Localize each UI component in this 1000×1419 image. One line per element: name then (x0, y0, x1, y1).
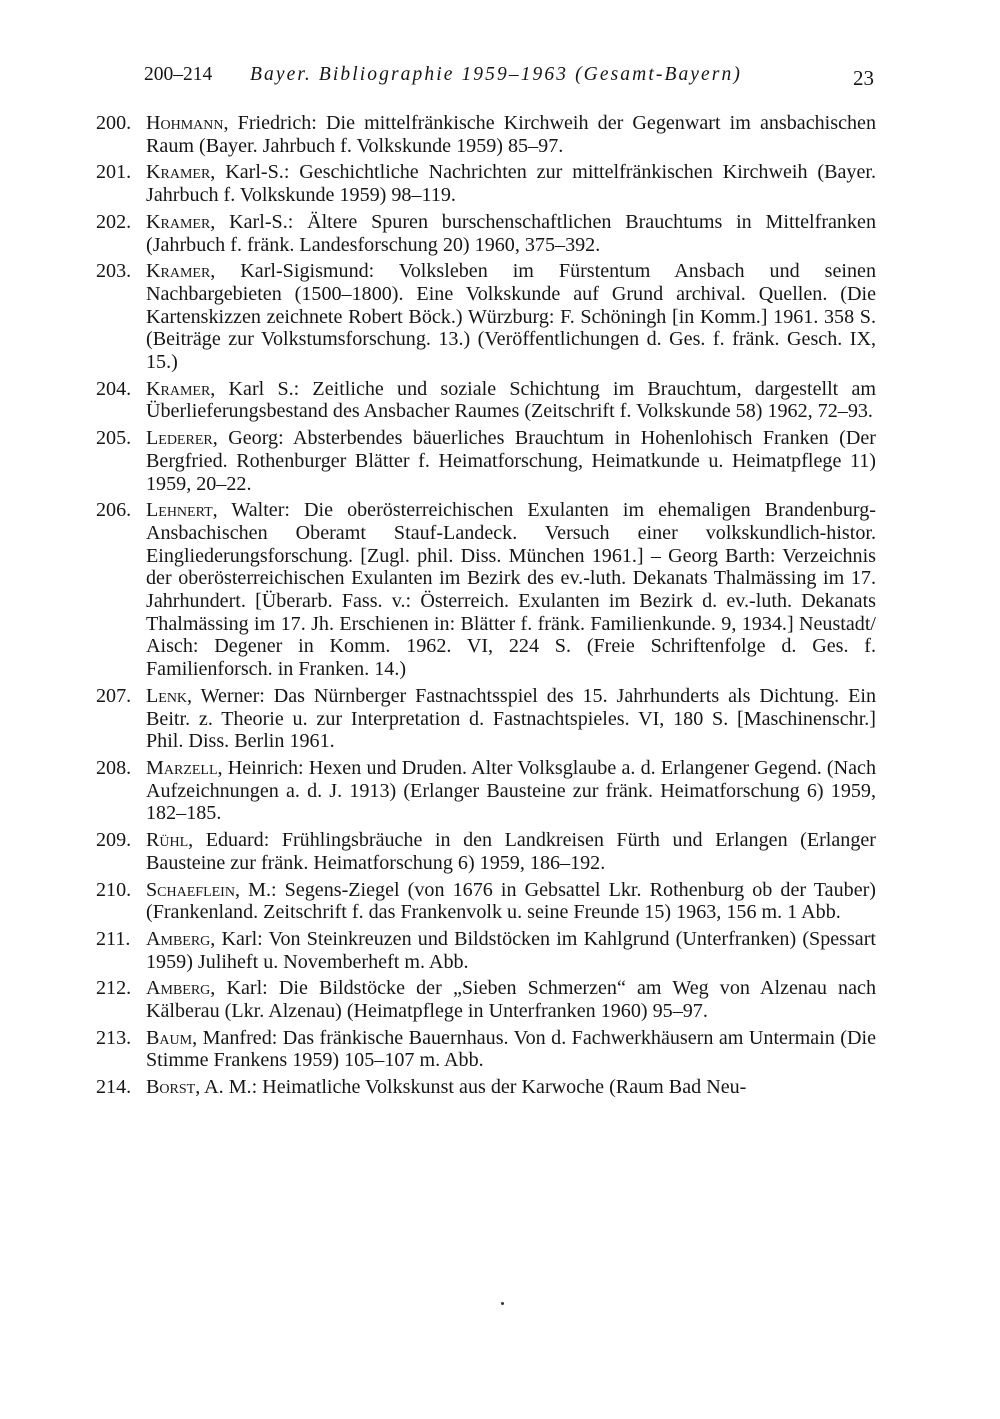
bibliography-entry (96, 757, 876, 825)
entry-text: Karl-S.: Geschichtliche Nachrichten zur mittelfränkischen Kirchweih (Bayer. Jahrbuch f. Volkskunde 1959) 98–119. (146, 161, 876, 207)
entry-text: A. M.: Heimatliche Volkskunst aus der Karwoche (Raum Bad Neu- (200, 1076, 747, 1099)
entry-number: 214. (96, 1076, 132, 1099)
entry-text: Eduard: Frühlingsbräuche in den Landkreisen Fürth und Erlangen (Erlanger Bausteine zur fränk. Heimatforschung 6) 1959, 186–192. (146, 829, 876, 874)
entry-number: 208. (96, 756, 132, 779)
entry-author: Schaeflein, (146, 878, 240, 901)
entry-number: 210. (96, 878, 132, 901)
running-head (144, 62, 874, 92)
entry-author: Kramer, (146, 210, 216, 233)
bibliography-entry (96, 879, 876, 924)
entry-text: Karl-S.: Ältere Spuren burschenschaftlichen Brauchtums in Mittelfranken (Jahrbuch f. fränk. Landesforschung 20) 1960, 375–392. (146, 210, 876, 256)
entry-number: 205. (96, 427, 132, 450)
entry-author: Lederer, (146, 427, 218, 450)
bibliography-entry (96, 260, 876, 374)
entry-number: 203. (96, 260, 132, 283)
entry-text: Karl S.: Zeitliche und soziale Schichtung im Brauchtum, dargestellt am Überlieferungsbestand des Ansbacher Raumes (Zeitschrift f. Volkskunde 58) 1962, 72–93. (146, 377, 876, 423)
entry-author: Hohmann, (146, 112, 229, 134)
entry-text: Friedrich: Die mittelfränkische Kirchweih der Gegenwart im ansbachischen Raum (Bayer. Jahrbuch f. Volkskunde 1959) 85–97. (146, 112, 876, 157)
entry-author: Kramer, (146, 260, 216, 283)
entry-author: Lenk, (146, 684, 193, 707)
running-title: Bayer. Bibliographie 1959–1963 (Gesamt-Bayern) (250, 64, 742, 85)
bibliography-entry (96, 211, 876, 256)
entry-number: 200. (96, 112, 132, 134)
bibliography-entry (96, 161, 876, 206)
entry-author: Rühl, (146, 829, 194, 852)
print-mark (501, 1302, 504, 1305)
bibliography-entry (96, 977, 876, 1022)
entry-text: M.: Segens-Ziegel (von 1676 in Gebsattel Lkr. Rothenburg ob der Tauber) (Frankenland. Zeitschrift f. das Frankenvolk u. seine Freunde 15) 1963, 156 m. 1 Abb. (146, 878, 876, 924)
entry-author: Kramer, (146, 377, 216, 400)
entry-author: Baum, (146, 1026, 198, 1049)
bibliography-entry (96, 112, 876, 157)
entry-number: 212. (96, 977, 132, 1000)
bibliography-entry (96, 685, 876, 753)
entry-number: 201. (96, 161, 132, 184)
page-number: 23 (853, 66, 874, 90)
bibliography-entry (96, 1076, 876, 1099)
entry-author: Marzell, (146, 756, 223, 779)
bibliography-list (96, 112, 876, 1103)
entry-number: 202. (96, 210, 132, 233)
entry-number: 213. (96, 1026, 132, 1049)
entry-number: 206. (96, 499, 132, 522)
entry-text: Werner: Das Nürnberger Fastnachtsspiel des 15. Jahrhunderts als Dichtung. Ein Beitr. z. Theorie u. zur Interpretation d. Fastnachtspieles. VI, 180 S. [Maschinenschr.] Phil. Diss. Berlin 1961. (146, 684, 876, 753)
entry-text: Karl: Von Steinkreuzen und Bildstöcken im Kahlgrund (Unterfranken) (Spessart 1959) Juliheft u. Novemberheft m. Abb. (146, 927, 876, 973)
entry-number: 209. (96, 829, 132, 852)
bibliography-entry (96, 427, 876, 495)
bibliography-entry (96, 829, 876, 874)
entry-author: Amberg, (146, 927, 216, 950)
entry-number: 211. (96, 927, 131, 950)
entry-range: 200–214 (144, 64, 213, 85)
entry-author: Borst, (146, 1076, 201, 1099)
bibliography-entry (96, 378, 876, 423)
entry-text: Heinrich: Hexen und Druden. Alter Volksglaube a. d. Erlangener Gegend. (Nach Aufzeichnungen a. d. J. 1913) (Erlanger Bausteine zur fränk. Heimatforschung 6) 1959, 182–185. (146, 756, 876, 825)
entry-number: 204. (96, 377, 132, 400)
entry-text: Karl: Die Bildstöcke der „Sieben Schmerzen“ am Weg von Alzenau nach Kälberau (Lkr. Alzenau) (Heimatpflege in Unterfranken 1960) 95–97. (146, 977, 876, 1023)
bibliography-entry (96, 499, 876, 681)
bibliography-entry (96, 1027, 876, 1072)
entry-text: Walter: Die oberösterreichischen Exulanten im ehemaligen Brandenburg-Ansbachischen Oberamt Stauf-Landeck. Versuch einer volkskundlich-histor. Eingliederungsforschung. [Zugl. phil. Diss. München 1961.] – Georg Barth: Verzeichnis der oberösterreichischen Exulanten im Bezirk des ev.-luth. Dekanats Thalmässing im 17. Jahrhundert. [Überarb. Fass. v.: Österreich. Exulanten im Bezirk d. ev.-luth. Dekanats Thalmässing im 17. Jh. Erschienen in: Blätter f. fränk. Familienkunde. 9, 1934.] Neustadt/ Aisch: Degener in Komm. 1962. VI, 224 S. (Freie Schriftenfolge d. Ges. f. Familienforsch. in Franken. 14.) (146, 499, 876, 681)
entry-author: Amberg, (146, 977, 216, 1000)
entry-text: Karl-Sigismund: Volksleben im Fürstentum Ansbach und seinen Nachbargebieten (1500–1800). Eine Volkskunde auf Grund archival. Quellen. (Die Kartenskizzen zeichnete Robert Böck.) Würzburg: F. Schöningh [in Komm.] 1961. 358 S. (Beiträge zur Volkstumsforschung. 13.) (Veröffentlichungen d. Ges. f. fränk. Gesch. IX, 15.) (146, 260, 876, 374)
entry-number: 207. (96, 684, 132, 707)
bibliography-entry (96, 928, 876, 973)
entry-text: Georg: Absterbendes bäuerliches Brauchtum in Hohenlohisch Franken (Der Bergfried. Rothenburger Blätter f. Heimatforschung, Heimatkunde u. Heimatpflege 11) 1959, 20–22. (146, 427, 876, 495)
entry-author: Kramer, (146, 161, 216, 184)
entry-author: Lehnert, (146, 499, 218, 522)
entry-text: Manfred: Das fränkische Bauernhaus. Von d. Fachwerkhäusern am Untermain (Die Stimme Frankens 1959) 105–107 m. Abb. (146, 1026, 876, 1072)
